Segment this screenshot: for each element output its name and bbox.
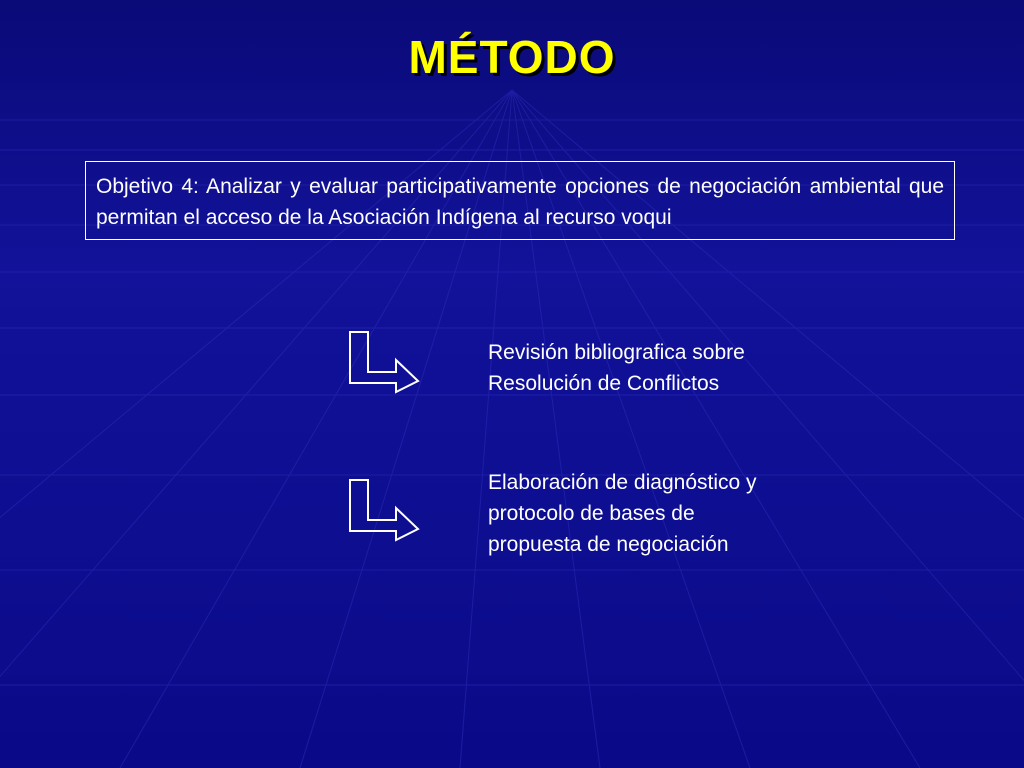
step-line: Resolución de Conflictos <box>488 372 720 395</box>
step-line: Revisión bibliografica sobre <box>488 341 745 364</box>
bent-arrow-right-icon <box>348 330 420 396</box>
step-line: Elaboración de diagnóstico y <box>488 471 757 494</box>
step-line: propuesta de negociación <box>488 533 729 556</box>
bent-arrow-right-icon <box>348 478 420 544</box>
objective-box: Objetivo 4: Analizar y evaluar participativamente opciones de negociación ambiental que permitan el acceso de la Asociación Indígena al recurso voqui <box>85 161 955 240</box>
step-line: protocolo de bases de <box>488 502 695 525</box>
slide-title: MÉTODO <box>408 31 616 83</box>
step-diagnostico-text <box>488 467 868 560</box>
step-revision-text <box>488 337 868 399</box>
